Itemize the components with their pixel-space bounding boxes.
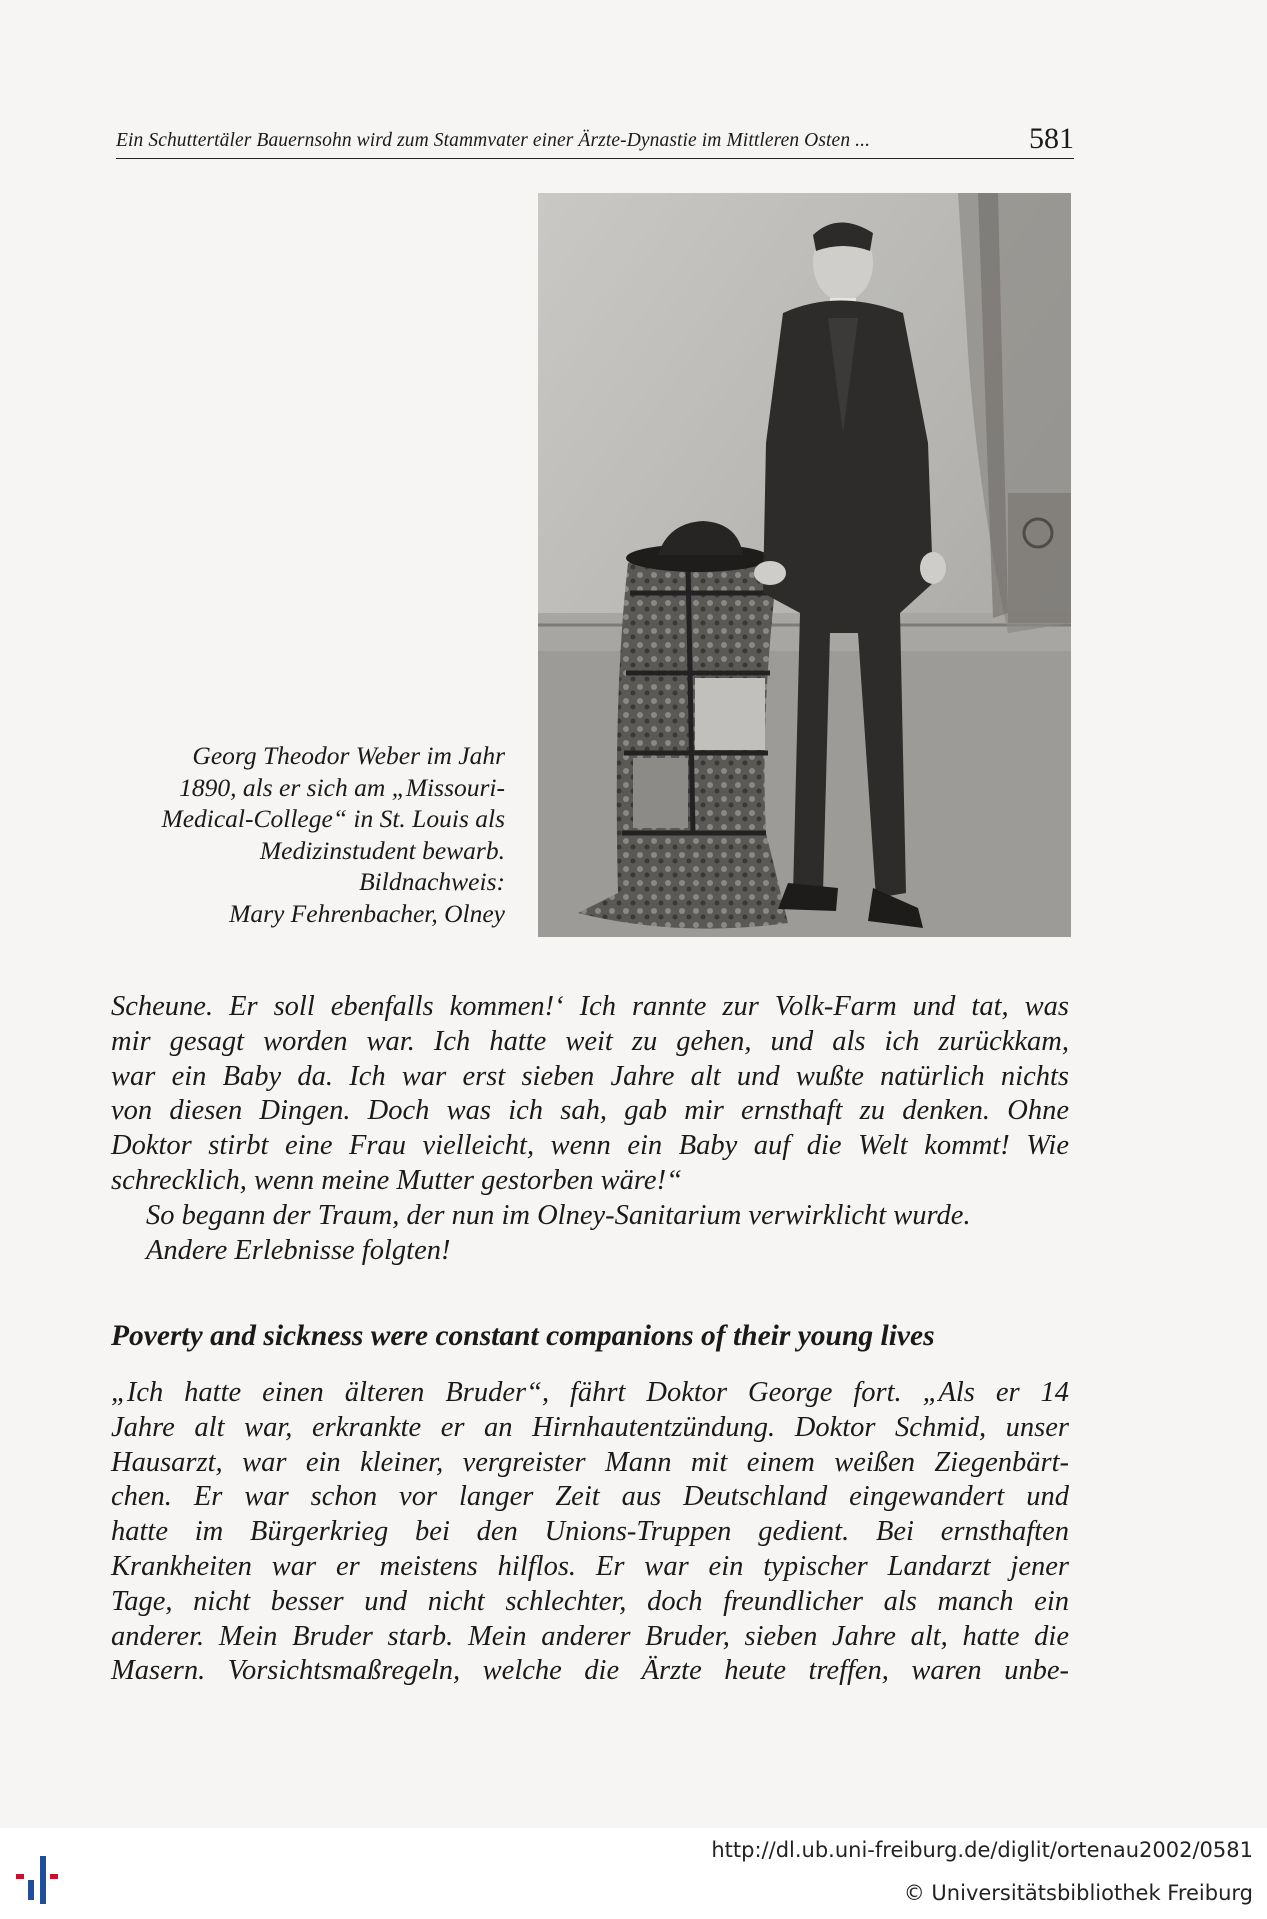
- copyright-notice: © Universitätsbibliothek Freiburg: [903, 1881, 1253, 1905]
- text-line: war ein Baby da. Ich war erst sieben Jahre alt und wußte natürlich nichts: [111, 1060, 1069, 1092]
- caption-line: Mary Fehrenbacher, Olney: [229, 898, 505, 928]
- text-line: Hausarzt, war ein kleiner, vergreister Mann mit einem weißen Ziegenbärt-: [111, 1446, 1069, 1478]
- page-number: 581: [1029, 122, 1074, 155]
- permalink-url[interactable]: http://dl.ub.uni-freiburg.de/diglit/ortenau2002/0581: [711, 1838, 1253, 1862]
- text-line: Andere Erlebnisse folgten!: [146, 1234, 451, 1266]
- university-library-logo-icon: [14, 1848, 78, 1908]
- paragraph-main: [111, 1376, 1069, 1689]
- text-line: Masern. Vorsichtsmaßregeln, welche die Ärzte heute treffen, waren unbe-: [111, 1655, 1069, 1687]
- caption-line: Medizinstudent bewarb.: [259, 835, 505, 865]
- text-line: Jahre alt war, erkrankte er an Hirnhautentzündung. Doktor Schmid, unser: [111, 1411, 1069, 1443]
- caption-line: Bildnachweis:: [359, 867, 505, 897]
- caption-line: Medical-College“ in St. Louis als: [161, 804, 505, 834]
- text-line: Krankheiten war er meistens hilflos. Er war ein typischer Landarzt jener: [111, 1550, 1069, 1582]
- text-line: Doktor stirbt eine Frau vielleicht, wenn ein Baby auf die Welt kommt! Wie: [111, 1130, 1069, 1162]
- photo-caption: [100, 740, 505, 930]
- portrait-photo-image: [538, 193, 1071, 937]
- text-line: Scheune. Er soll ebenfalls kommen!‘ Ich rannte zur Volk-Farm und tat, was: [111, 991, 1069, 1022]
- text-line: hatte im Bürgerkrieg bei den Unions-Truppen gedient. Bei ernsthaften: [111, 1516, 1069, 1548]
- text-line: So begann der Traum, der nun im Olney-Sanitarium verwirklicht wurde.: [146, 1199, 971, 1231]
- library-footer: [0, 1828, 1267, 1919]
- running-title: Ein Schuttertäler Bauernsohn wird zum Stammvater einer Ärzte-Dynastie im Mittleren Osten ...: [116, 130, 871, 151]
- caption-line: Georg Theodor Weber im Jahr: [192, 741, 505, 770]
- text-line: anderer. Mein Bruder starb. Mein anderer Bruder, sieben Jahre alt, hatte die: [111, 1620, 1069, 1652]
- paragraph-continued: [111, 990, 1069, 1268]
- text-line: mir gesagt worden war. Ich hatte weit zu gehen, und als ich zurückkam,: [111, 1025, 1069, 1057]
- text-line: chen. Er war schon vor langer Zeit aus Deutschland eingewandert und: [111, 1481, 1069, 1513]
- text-line: „Ich hatte einen älteren Bruder“, fährt Doktor George fort. „Als er 14: [111, 1377, 1069, 1408]
- text-line: von diesen Dingen. Doch was ich sah, gab mir ernsthaft zu denken. Ohne: [111, 1095, 1069, 1127]
- section-heading: Poverty and sickness were constant companions of their young lives: [111, 1320, 935, 1352]
- historical-photo: [538, 193, 1071, 937]
- text-line: schrecklich, wenn meine Mutter gestorben wäre!“: [111, 1164, 682, 1196]
- running-header: [116, 118, 1074, 159]
- caption-line: 1890, als er sich am „Missouri-: [179, 772, 505, 802]
- text-line: Tage, nicht besser und nicht schlechter, doch freundlicher als manch ein: [111, 1585, 1069, 1617]
